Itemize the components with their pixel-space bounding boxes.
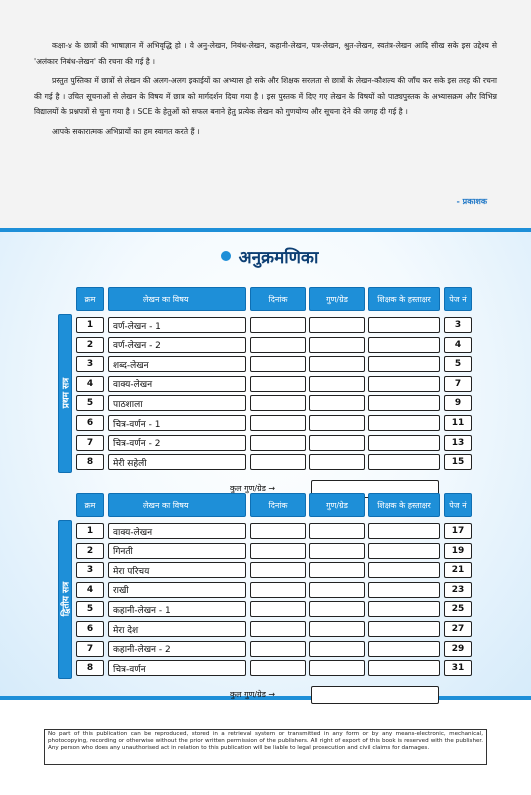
row-grade-field[interactable] [309,435,365,451]
row-page-number: 11 [444,415,472,431]
header-serial: क्रम [76,287,104,311]
row-teacher-sign-field[interactable] [368,415,440,431]
index-title-text: अनुक्रमणिका [238,248,319,268]
row-grade-field[interactable] [309,543,365,559]
header-page_no: पेज नं [444,493,472,517]
row-topic: गिनती [108,543,246,559]
total-grade-label: कुल गुण/ग्रेड → [230,689,276,699]
row-topic: चित्र-वर्णन [108,660,246,676]
row-topic: पाठशाला [108,395,246,411]
row-page-number: 27 [444,621,472,637]
row-teacher-sign-field[interactable] [368,641,440,657]
row-topic: शब्द-लेखन [108,356,246,372]
row-serial: 5 [76,601,104,617]
bullet-dot-icon [221,251,231,261]
total-grade-label: कुल गुण/ग्रेड → [230,483,276,493]
row-serial: 5 [76,395,104,411]
row-topic: वर्ण-लेखन - 1 [108,317,246,333]
row-serial: 1 [76,317,104,333]
row-page-number: 3 [444,317,472,333]
row-grade-field[interactable] [309,317,365,333]
row-topic: राखी [108,582,246,598]
row-date-field[interactable] [250,454,306,470]
row-date-field[interactable] [250,562,306,578]
row-serial: 8 [76,454,104,470]
row-date-field[interactable] [250,435,306,451]
header-date: दिनांक [250,493,306,517]
row-topic: कहानी-लेखन - 1 [108,601,246,617]
row-serial: 3 [76,562,104,578]
preface-paragraph-3: आपके सकारात्मक अभिप्रायों का हम स्वागत करते हैं । [52,126,200,136]
row-grade-field[interactable] [309,395,365,411]
row-teacher-sign-field[interactable] [368,395,440,411]
header-subject: लेखन का विषय [108,493,246,517]
semester-label [58,314,72,473]
index-section [0,228,531,700]
row-page-number: 21 [444,562,472,578]
row-teacher-sign-field[interactable] [368,356,440,372]
header-teacher_sign: शिक्षक के हस्ताक्षर [368,287,440,311]
header-page_no: पेज नं [444,287,472,311]
row-date-field[interactable] [250,376,306,392]
row-topic: चित्र-वर्णन - 1 [108,415,246,431]
row-page-number: 4 [444,337,472,353]
row-topic: मेरी सहेली [108,454,246,470]
row-grade-field[interactable] [309,582,365,598]
header-teacher_sign: शिक्षक के हस्ताक्षर [368,493,440,517]
row-page-number: 31 [444,660,472,676]
row-date-field[interactable] [250,660,306,676]
row-serial: 6 [76,621,104,637]
row-serial: 4 [76,582,104,598]
row-serial: 7 [76,435,104,451]
row-serial: 4 [76,376,104,392]
row-teacher-sign-field[interactable] [368,454,440,470]
row-grade-field[interactable] [309,337,365,353]
row-grade-field[interactable] [309,415,365,431]
row-page-number: 29 [444,641,472,657]
row-teacher-sign-field[interactable] [368,317,440,333]
row-page-number: 15 [444,454,472,470]
row-page-number: 19 [444,543,472,559]
row-topic: वाक्य-लेखन [108,376,246,392]
header-serial: क्रम [76,493,104,517]
row-date-field[interactable] [250,621,306,637]
preface-paragraph-2: प्रस्तुत पुस्तिका में छात्रों से लेखन की अलग-अलग इकाईयों का अभ्यास हो सके और शिक्षक सरलता से छात्रों के लेखन-कौशल्य की जाँच कर सके इस तरह की रचना की गई है । उचित सूचनाओं से लेखन के विषय में छात्र को मार्गदर्शन दिया गया है । इस पुस्तक में दिए गए लेखन के विषयों को पाठ्यपुस्तक के अभ्यासक्रम और विभिन्न विद्यालयों के प्रश्नपत्रों से चुना गया है । SCE के हेतुओं को सफल बनाने हेतु प्रत्येक लेखन को गुणयोग्य और सूचना देने की जगह दी गई है । [34,76,497,117]
row-grade-field[interactable] [309,454,365,470]
row-date-field[interactable] [250,582,306,598]
row-date-field[interactable] [250,356,306,372]
publisher-signature: - प्रकाशक [456,197,487,206]
row-teacher-sign-field[interactable] [368,337,440,353]
row-serial: 3 [76,356,104,372]
row-date-field[interactable] [250,523,306,539]
row-teacher-sign-field[interactable] [368,543,440,559]
row-serial: 1 [76,523,104,539]
total-grade-field[interactable] [311,686,439,704]
row-topic: चित्र-वर्णन - 2 [108,435,246,451]
row-topic: मेरा परिचय [108,562,246,578]
row-page-number: 25 [444,601,472,617]
row-teacher-sign-field[interactable] [368,621,440,637]
copyright-notice: No part of this publication can be reproduced, stored in a retrieval system or transmitted in any form or by any means-electronic, mechanical, photocopying, recording or otherwise without the prior written permission of the publishers. All right of export of this book is reserved with the publisher. Any person who does any unauthorised act in relation to this publication will be liable to legal prosecution and civil claims for damages. [44,729,487,765]
row-serial: 2 [76,337,104,353]
header-grade: गुण/ग्रेड [309,493,365,517]
row-page-number: 13 [444,435,472,451]
row-page-number: 23 [444,582,472,598]
row-date-field[interactable] [250,641,306,657]
row-grade-field[interactable] [309,641,365,657]
row-grade-field[interactable] [309,562,365,578]
row-topic: मेरा देश [108,621,246,637]
row-serial: 8 [76,660,104,676]
row-grade-field[interactable] [309,356,365,372]
row-teacher-sign-field[interactable] [368,582,440,598]
semester-label [58,520,72,679]
row-teacher-sign-field[interactable] [368,562,440,578]
preface-paragraph-1: कक्षा-४ के छात्रों की भाषाज्ञान में अभिवृद्धि हो । वे अनु-लेखन, निबंध-लेखन, कहानी-लेखन, पत्र-लेखन, श्रुत-लेखन, स्वतंत्र-लेखन आदि सीख सके इस उद्देश्य से 'अलंकार निबंध-लेखन' की रचना की गई है । [34,41,497,66]
row-teacher-sign-field[interactable] [368,435,440,451]
header-grade: गुण/ग्रेड [309,287,365,311]
row-topic: वर्ण-लेखन - 2 [108,337,246,353]
row-page-number: 5 [444,356,472,372]
index-title [0,245,531,268]
row-date-field[interactable] [250,337,306,353]
row-date-field[interactable] [250,601,306,617]
row-teacher-sign-field[interactable] [368,601,440,617]
row-page-number: 17 [444,523,472,539]
row-topic: कहानी-लेखन - 2 [108,641,246,657]
row-serial: 6 [76,415,104,431]
row-grade-field[interactable] [309,523,365,539]
row-serial: 2 [76,543,104,559]
row-topic: वाक्य-लेखन [108,523,246,539]
preface-section [0,0,531,228]
row-grade-field[interactable] [309,621,365,637]
header-subject: लेखन का विषय [108,287,246,311]
semester-label-text: द्वितीय सत्र [61,582,72,617]
semester-label-text: प्रथम सत्र [61,378,72,409]
row-page-number: 7 [444,376,472,392]
row-serial: 7 [76,641,104,657]
row-teacher-sign-field[interactable] [368,660,440,676]
row-page-number: 9 [444,395,472,411]
row-date-field[interactable] [250,543,306,559]
row-grade-field[interactable] [309,660,365,676]
header-date: दिनांक [250,287,306,311]
row-date-field[interactable] [250,317,306,333]
row-date-field[interactable] [250,415,306,431]
row-date-field[interactable] [250,395,306,411]
row-teacher-sign-field[interactable] [368,523,440,539]
row-grade-field[interactable] [309,376,365,392]
row-teacher-sign-field[interactable] [368,376,440,392]
row-grade-field[interactable] [309,601,365,617]
